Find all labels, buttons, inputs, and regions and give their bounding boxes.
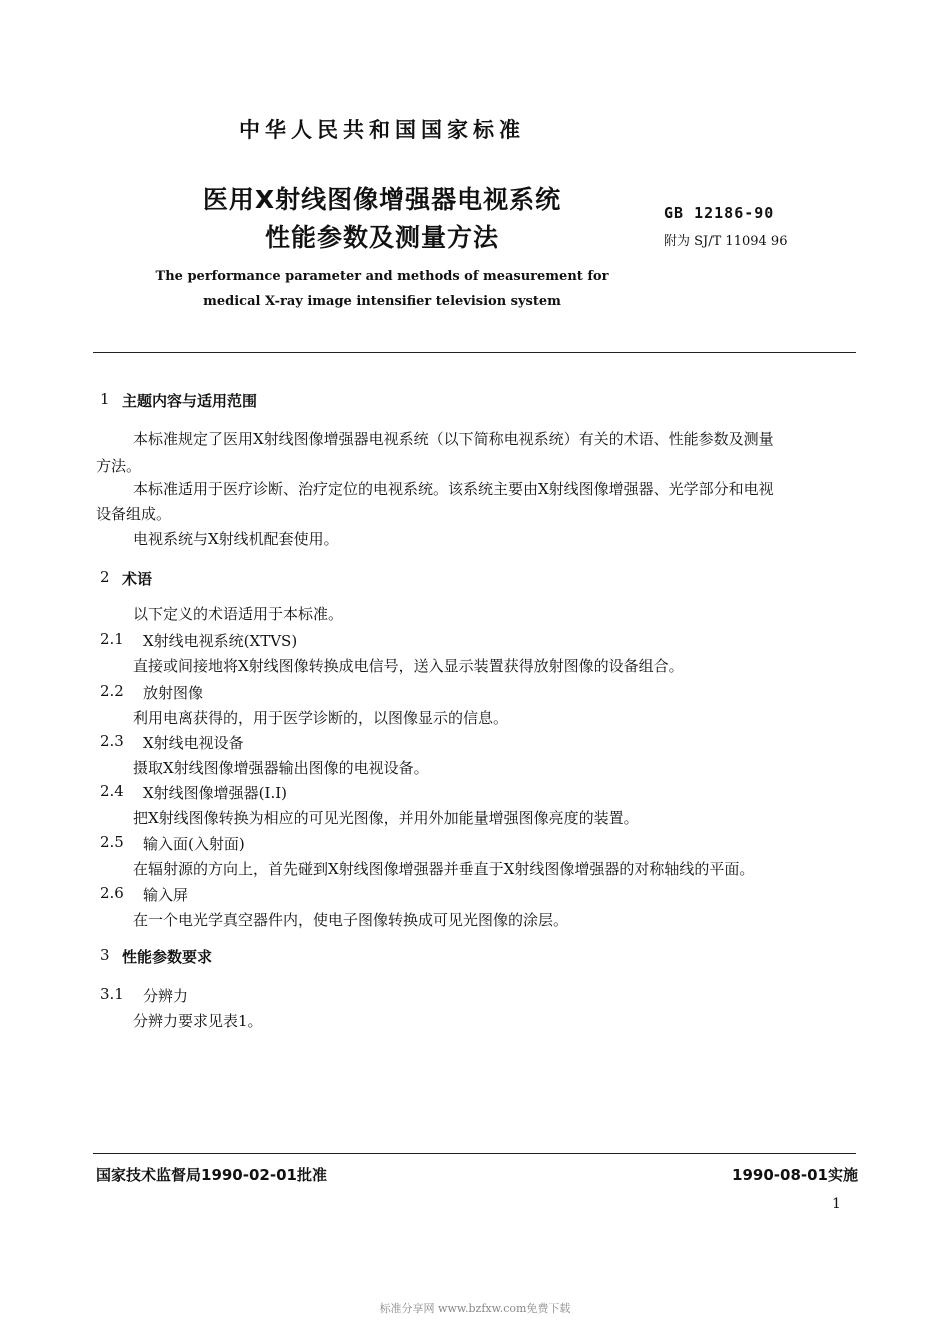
english-title-line2: medical X-ray image intensifier television system bbox=[203, 294, 561, 309]
subsection-text: 分辨力要求见表1。 bbox=[133, 1012, 263, 1030]
subsection-number: 3.1 bbox=[100, 985, 124, 1003]
section-1-para1-line1: 本标准规定了医用X射线图像增强器电视系统（以下简称电视系统）有关的术语、性能参数及测量 bbox=[133, 430, 774, 448]
english-title-line1: The performance parameter and methods of measurement for bbox=[155, 269, 609, 284]
section-1-para1-line2: 方法。 bbox=[96, 457, 142, 475]
top-divider bbox=[93, 352, 856, 353]
implementation-date: 1990-08-01实施 bbox=[732, 1166, 858, 1184]
alias-code: 附为 SJ/T 11094 96 bbox=[664, 234, 788, 249]
term-title: X射线电视设备 bbox=[143, 734, 244, 752]
term-number: 2.4 bbox=[100, 782, 124, 800]
term-title: X射线图像增强器(I.I) bbox=[143, 784, 288, 802]
term-title: X射线电视系统(XTVS) bbox=[143, 632, 298, 650]
approval-date: 国家技术监督局1990-02-01批准 bbox=[96, 1166, 327, 1184]
section-1-heading: 主题内容与适用范围 bbox=[122, 392, 258, 410]
section-2-number: 2 bbox=[100, 568, 110, 586]
page-number: 1 bbox=[832, 1196, 841, 1212]
document-title-line2: 性能参数及测量方法 bbox=[264, 223, 499, 252]
term-definition: 在辐射源的方向上，首先碰到X射线图像增强器并垂直于X射线图像增强器的对称轴线的平面。 bbox=[133, 860, 755, 878]
term-number: 2.2 bbox=[100, 682, 124, 700]
section-3-number: 3 bbox=[100, 946, 110, 964]
term-definition: 把X射线图像转换为相应的可见光图像，并用外加能量增强图像亮度的装置。 bbox=[133, 809, 639, 827]
term-definition: 摄取X射线图像增强器输出图像的电视设备。 bbox=[133, 759, 429, 777]
section-1-para2-line2: 设备组成。 bbox=[96, 505, 172, 523]
section-1-para3: 电视系统与X射线机配套使用。 bbox=[133, 530, 339, 548]
term-title: 输入屏 bbox=[143, 886, 189, 904]
document-title-line1: 医用X射线图像增强器电视系统 bbox=[202, 185, 562, 214]
term-number: 2.6 bbox=[100, 884, 124, 902]
section-2-intro: 以下定义的术语适用于本标准。 bbox=[133, 605, 344, 623]
term-definition: 利用电离获得的，用于医学诊断的，以图像显示的信息。 bbox=[133, 709, 509, 727]
term-definition: 在一个电光学真空器件内，使电子图像转换成可见光图像的涂层。 bbox=[133, 911, 569, 929]
term-title: 放射图像 bbox=[143, 684, 204, 702]
section-1-number: 1 bbox=[100, 390, 110, 408]
national-standard-heading: 中华人民共和国国家标准 bbox=[239, 118, 525, 142]
gb-code: GB 12186-90 bbox=[664, 204, 775, 222]
watermark: 标准分享网 www.bzfxw.com免费下载 bbox=[379, 1302, 571, 1315]
term-number: 2.1 bbox=[100, 630, 124, 648]
term-title: 输入面(入射面) bbox=[143, 835, 245, 853]
term-definition: 直接或间接地将X射线图像转换成电信号，送入显示装置获得放射图像的设备组合。 bbox=[133, 657, 684, 675]
section-3-heading: 性能参数要求 bbox=[122, 948, 213, 966]
section-1-para2-line1: 本标准适用于医疗诊断、治疗定位的电视系统。该系统主要由X射线图像增强器、光学部分和电视 bbox=[133, 480, 774, 498]
section-2-heading: 术语 bbox=[122, 570, 153, 588]
term-number: 2.3 bbox=[100, 732, 124, 750]
subsection-title: 分辨力 bbox=[143, 987, 189, 1005]
term-number: 2.5 bbox=[100, 833, 124, 851]
bottom-divider bbox=[93, 1153, 856, 1154]
